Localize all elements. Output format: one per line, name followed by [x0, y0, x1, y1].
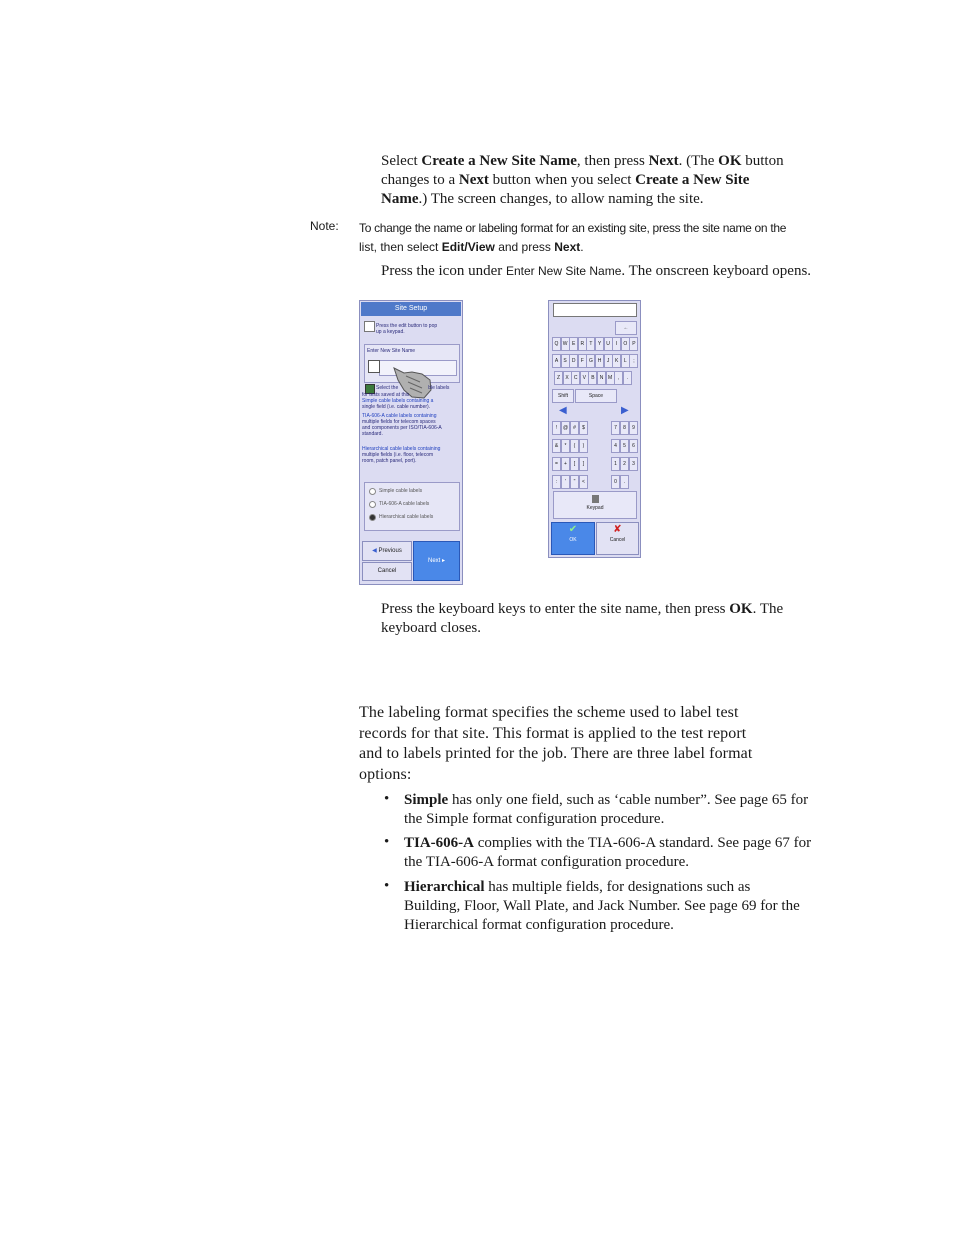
symbol-key[interactable]: # — [570, 421, 579, 435]
number-key[interactable]: 9 — [629, 421, 638, 435]
shift-key[interactable]: Shift — [552, 389, 574, 403]
number-key[interactable]: 0 — [611, 475, 620, 489]
desc-7: Hierarchical cable labels containing — [362, 446, 441, 452]
desc-1: Simple cable labels containing a — [362, 398, 434, 404]
step1-line1: Select Create a New Site Name, then press Next. (The OK button — [381, 153, 784, 169]
key-x[interactable]: X — [563, 371, 572, 385]
backspace-key[interactable]: ← — [615, 321, 637, 335]
symbol-key[interactable]: : — [552, 475, 561, 489]
desc-2: single field (i.e. cable number). — [362, 404, 431, 410]
keyboard-screenshot — [548, 300, 641, 558]
opt-tia: TIA-606-A cable labels — [379, 501, 430, 507]
key-,[interactable]: , — [614, 371, 623, 385]
key-a[interactable]: A — [552, 354, 561, 368]
opt-hierarchical: Hierarchical cable labels — [379, 514, 434, 520]
symbol-key[interactable]: * — [561, 439, 570, 453]
cancel-keyboard-button[interactable]: ✘ Cancel — [596, 522, 639, 555]
key-k[interactable]: K — [612, 354, 621, 368]
cancel-button[interactable]: Cancel — [362, 562, 412, 581]
key-o[interactable]: O — [621, 337, 630, 351]
check-icon: ✔ — [568, 524, 578, 535]
key-n[interactable]: N — [597, 371, 606, 385]
key-b[interactable]: B — [588, 371, 597, 385]
symbol-key[interactable]: $ — [579, 421, 588, 435]
symbol-key[interactable]: ! — [552, 421, 561, 435]
key-r[interactable]: R — [578, 337, 587, 351]
bullet-marker: • — [384, 878, 390, 894]
desc-0: for tests saved at this — [362, 392, 410, 398]
key-w[interactable]: W — [561, 337, 570, 351]
symbol-key[interactable]: @ — [561, 421, 570, 435]
keypad-icon — [592, 495, 599, 503]
number-key[interactable]: 7 — [611, 421, 620, 435]
note-label: Note: — [310, 219, 339, 233]
key-g[interactable]: G — [586, 354, 595, 368]
space-key[interactable]: Space — [575, 389, 617, 403]
key-e[interactable]: E — [569, 337, 578, 351]
key-d[interactable]: D — [569, 354, 578, 368]
radio-simple[interactable] — [369, 488, 376, 495]
number-key[interactable]: 8 — [620, 421, 629, 435]
site-setup-title: Site Setup — [361, 302, 461, 316]
symbol-key[interactable]: " — [570, 475, 579, 489]
bullet-hierarchical: Hierarchical has multiple fields, for designations such as Building, Floor, Wall Plate, and Jack Number. See page 69 for the Hierarchical format configuration procedure. — [404, 879, 800, 933]
key-m[interactable]: M — [606, 371, 615, 385]
radio-hierarchical[interactable] — [369, 514, 376, 521]
symbol-key[interactable]: = — [552, 457, 561, 471]
step-enter-site-name: Press the keyboard keys to enter the site name, then press OK. The keyboard closes. — [381, 601, 784, 636]
desc-4: multiple fields for telecom spaces — [362, 419, 436, 425]
number-key[interactable]: 3 — [629, 457, 638, 471]
labeling-intro: The labeling format specifies the scheme used to label test records for that site. This format is applied to the test report and to labels printed for the job. There are three label format options: — [359, 704, 753, 783]
step1-line3: Name.) The screen changes, to allow naming the site. — [381, 191, 704, 207]
keypad-button[interactable]: Keypad — [553, 491, 637, 519]
step-select-create-site — [381, 152, 861, 209]
next-arrow-icon: ▸ — [442, 558, 446, 564]
symbol-key[interactable]: + — [561, 457, 570, 471]
radio-tia[interactable] — [369, 501, 376, 508]
key-i[interactable]: I — [612, 337, 621, 351]
symbol-key[interactable]: < — [579, 475, 588, 489]
opt-simple: Simple cable labels — [379, 488, 423, 494]
key-l[interactable]: L — [621, 354, 630, 368]
desc-3: TIA-606-A cable labels containing — [362, 413, 437, 419]
edit-icon — [364, 321, 375, 332]
key-v[interactable]: V — [580, 371, 589, 385]
key-y[interactable]: Y — [595, 337, 604, 351]
hint-text: Press the edit button to pop up a keypad. — [376, 323, 438, 335]
desc-5: and components per ISO/TIA-606-A — [362, 425, 442, 431]
next-button[interactable]: Next ▸ — [413, 541, 460, 581]
number-key[interactable]: 1 — [611, 457, 620, 471]
key-j[interactable]: J — [604, 354, 613, 368]
cross-icon: ✘ — [613, 524, 622, 535]
symbol-key[interactable]: [ — [570, 457, 579, 471]
bullet-simple: Simple has only one field, such as ‘cable number”. See page 65 for the Simple format configuration procedure. — [404, 792, 809, 827]
site-name-entry[interactable] — [553, 303, 637, 317]
number-key[interactable]: 4 — [611, 439, 620, 453]
key-h[interactable]: H — [595, 354, 604, 368]
key-z[interactable]: Z — [554, 371, 563, 385]
left-arrow-icon[interactable]: ◀ — [559, 405, 567, 416]
bullet-marker: • — [384, 834, 390, 850]
symbol-key[interactable]: & — [552, 439, 561, 453]
key-t[interactable]: T — [586, 337, 595, 351]
symbol-key[interactable]: ] — [579, 457, 588, 471]
number-key[interactable]: 2 — [620, 457, 629, 471]
select-text: Select the ble labels — [376, 385, 450, 391]
key-u[interactable]: U — [604, 337, 613, 351]
bullet-tia: TIA-606-A complies with the TIA-606-A standard. See page 67 for the TIA-606-A format configuration procedure. — [404, 835, 812, 870]
key-f[interactable]: F — [578, 354, 587, 368]
field-label: Enter New Site Name — [367, 348, 416, 354]
label-options-group — [364, 482, 460, 531]
desc-8: multiple fields (i.e. floor, telecom — [362, 452, 434, 458]
desc-6: standard. — [362, 431, 383, 437]
bullet-marker: • — [384, 791, 390, 807]
site-setup-screenshot — [359, 300, 463, 585]
step-press-icon: Press the icon under Enter New Site Name. The onscreen keyboard opens. — [381, 263, 812, 279]
number-key[interactable]: . — [620, 475, 629, 489]
symbol-key[interactable]: ' — [561, 475, 570, 489]
previous-button[interactable]: ◀ Previous — [362, 541, 412, 561]
right-arrow-icon[interactable]: ▶ — [621, 405, 629, 416]
key-s[interactable]: S — [561, 354, 570, 368]
desc-9: room, patch panel, port). — [362, 458, 417, 464]
key-;[interactable]: ; — [629, 354, 638, 368]
key-q[interactable]: Q — [552, 337, 561, 351]
ok-button[interactable]: ✔ OK — [551, 522, 595, 555]
symbol-key[interactable]: ) — [579, 439, 588, 453]
key-.[interactable]: . — [623, 371, 632, 385]
edit-button-icon[interactable] — [368, 360, 380, 373]
number-key[interactable]: 6 — [629, 439, 638, 453]
symbol-key[interactable]: ( — [570, 439, 579, 453]
step1-line2: changes to a Next button when you select Create a New Site — [381, 172, 750, 188]
back-arrow-icon: ◀ — [372, 548, 377, 554]
key-p[interactable]: P — [629, 337, 638, 351]
note-text: To change the name or labeling format for an existing site, press the site name on the list, then select Edit/View and press Next. — [359, 221, 787, 254]
key-c[interactable]: C — [571, 371, 580, 385]
number-key[interactable]: 5 — [620, 439, 629, 453]
